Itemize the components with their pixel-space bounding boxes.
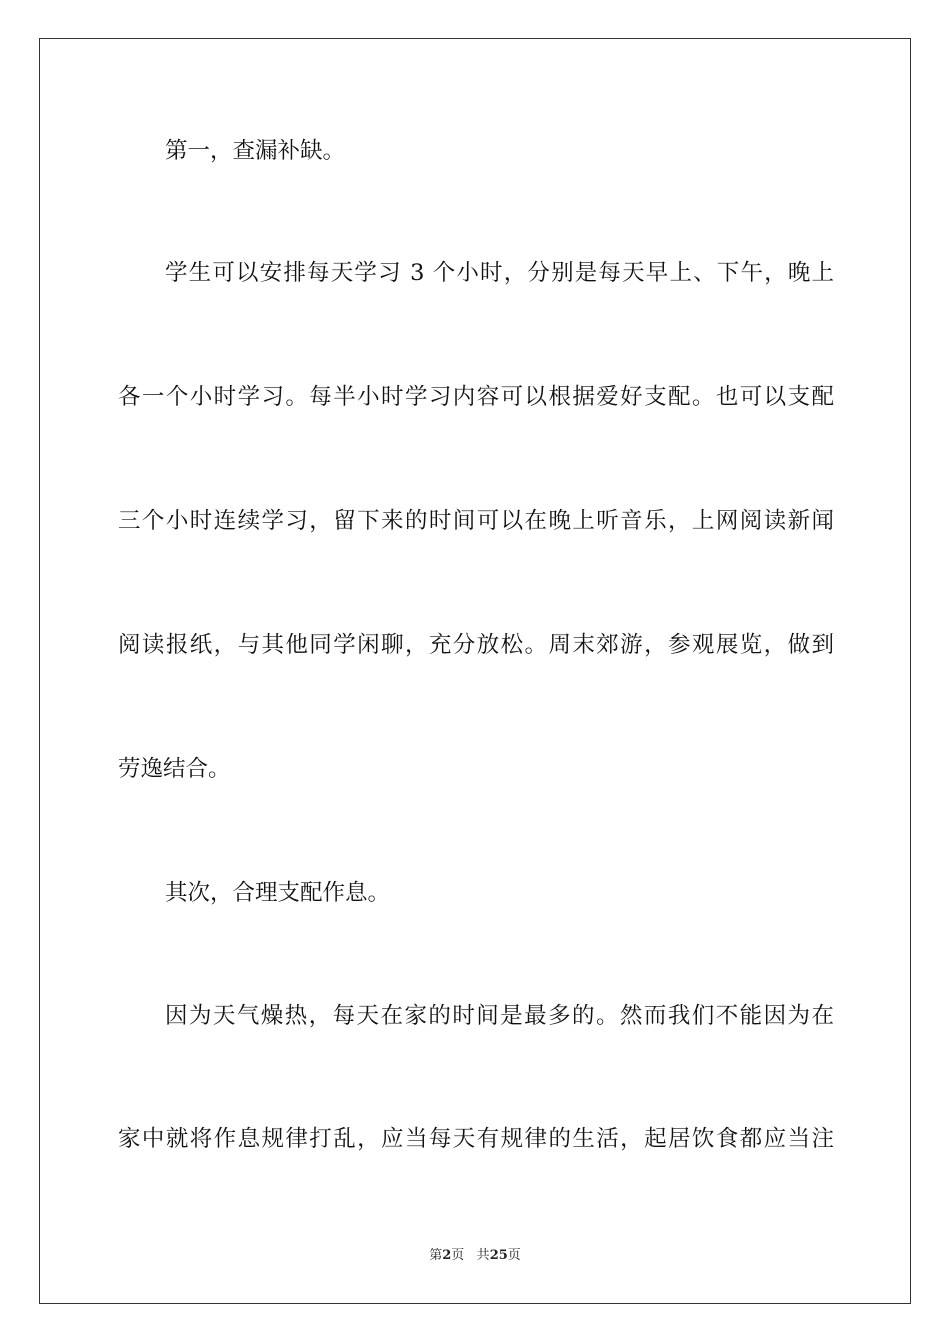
paragraph-line: 劳逸结合。 bbox=[118, 756, 231, 782]
paragraph-line: 各一个小时学习。每半小时学习内容可以根据爱好支配。也可以支配 bbox=[118, 384, 834, 410]
paragraph-line: 其次，合理支配作息。 bbox=[165, 880, 391, 906]
paragraph-line: 学生可以安排每天学习 3 个小时，分别是每天早上、下午，晚上 bbox=[165, 260, 834, 286]
total-prefix: 共 bbox=[476, 1248, 490, 1263]
total-suffix: 页 bbox=[507, 1248, 521, 1263]
paragraph-line: 三个小时连续学习，留下来的时间可以在晚上听音乐，上网阅读新闻 bbox=[118, 508, 834, 534]
page-footer bbox=[0, 1247, 950, 1265]
page-number: 2 bbox=[442, 1248, 452, 1263]
page-prefix: 第 bbox=[429, 1248, 443, 1263]
paragraph-line: 阅读报纸，与其他同学闲聊，充分放松。周末郊游，参观展览，做到 bbox=[118, 632, 834, 658]
paragraph-line: 家中就将作息规律打乱，应当每天有规律的生活，起居饮食都应当注 bbox=[118, 1126, 834, 1152]
page-border bbox=[39, 38, 911, 1304]
paragraph-line: 因为天气燥热，每天在家的时间是最多的。然而我们不能因为在 bbox=[165, 1003, 834, 1029]
page-suffix: 页 bbox=[451, 1248, 465, 1263]
total-pages: 25 bbox=[489, 1248, 508, 1263]
paragraph-line: 第一，查漏补缺。 bbox=[165, 138, 346, 164]
